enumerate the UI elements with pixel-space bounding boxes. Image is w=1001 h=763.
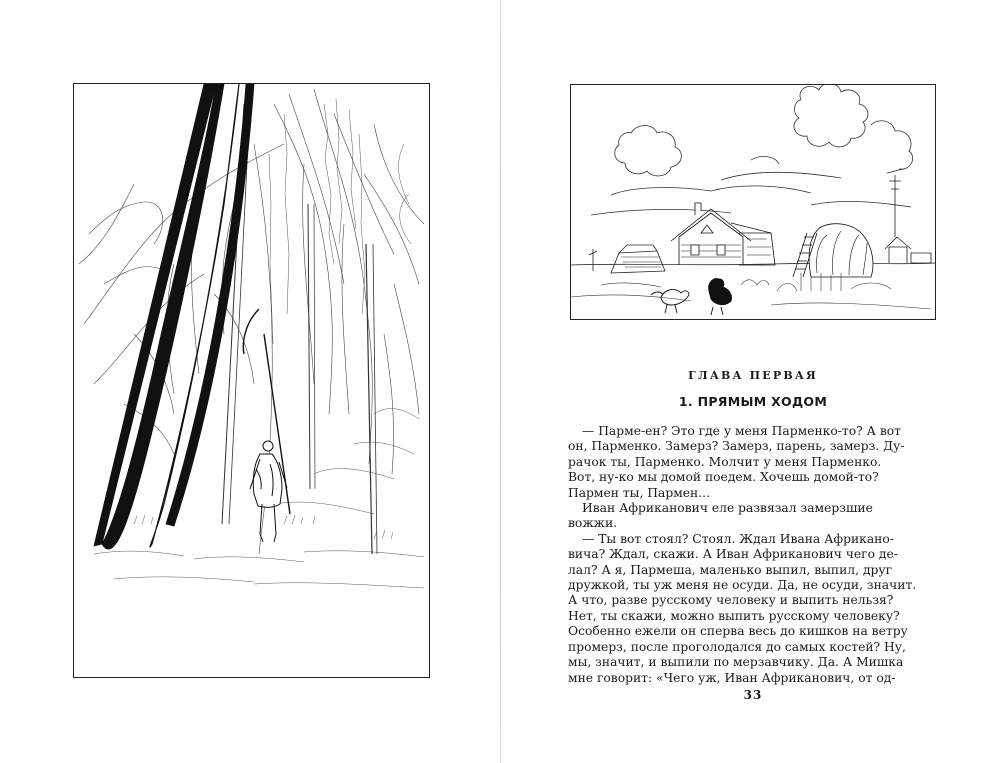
text-line: А что, разве русскому человеку и выпить нельзя? bbox=[568, 593, 894, 608]
text-line: лал? А я, Пармеша, маленько выпил, выпил, друг bbox=[568, 562, 893, 577]
body-text bbox=[568, 424, 940, 686]
section-title: 1. ПРЯМЫМ ХОДОМ bbox=[678, 394, 828, 409]
text-line: Вот, ну-ко мы домой поедем. Хочешь домой-то? bbox=[568, 470, 879, 485]
right-page bbox=[501, 0, 1001, 763]
text-line: — Ты вот стоял? Стоял. Ждал Ивана Африкано- bbox=[582, 531, 894, 546]
text-line: дружкой, ты уж меня не осуди. Да, не осуди, значит. bbox=[568, 578, 917, 593]
text-line: вича? Ждал, скажи. А Иван Африканович чего де- bbox=[568, 547, 898, 562]
text-line: Нет, ты скажи, можно выпить русскому человеку? bbox=[568, 608, 900, 623]
text-line: Иван Африканович еле развязал замерзшие bbox=[582, 501, 873, 516]
text-line: Пармен ты, Пармен... bbox=[568, 485, 710, 500]
text-line: мы, значит, и выпили по мерзавчику. Да. А Мишка bbox=[568, 655, 904, 670]
village-illustration bbox=[570, 84, 936, 320]
chapter-label: ГЛАВА ПЕРВАЯ bbox=[688, 369, 818, 382]
left-page bbox=[0, 0, 500, 763]
text-line: рачок ты, Парменко. Молчит у меня Парменко. bbox=[568, 454, 882, 469]
text-line: — Парме-ен? Это где у меня Парменко-то? А вот bbox=[582, 424, 901, 438]
text-line: Особенно ежели он сперва весь до кишков на ветру bbox=[568, 624, 908, 639]
text-line: мне говорит: «Чего уж, Иван Африканович, от од- bbox=[568, 670, 896, 685]
text-line: промерз, после проголодался до самых костей? Ну, bbox=[568, 639, 906, 654]
forest-illustration bbox=[73, 83, 430, 678]
text-line: вожжи. bbox=[568, 516, 618, 531]
text-line: он, Парменко. Замерз? Замерз, парень, замерз. Ду- bbox=[568, 439, 905, 454]
page-number: 33 bbox=[743, 688, 763, 702]
